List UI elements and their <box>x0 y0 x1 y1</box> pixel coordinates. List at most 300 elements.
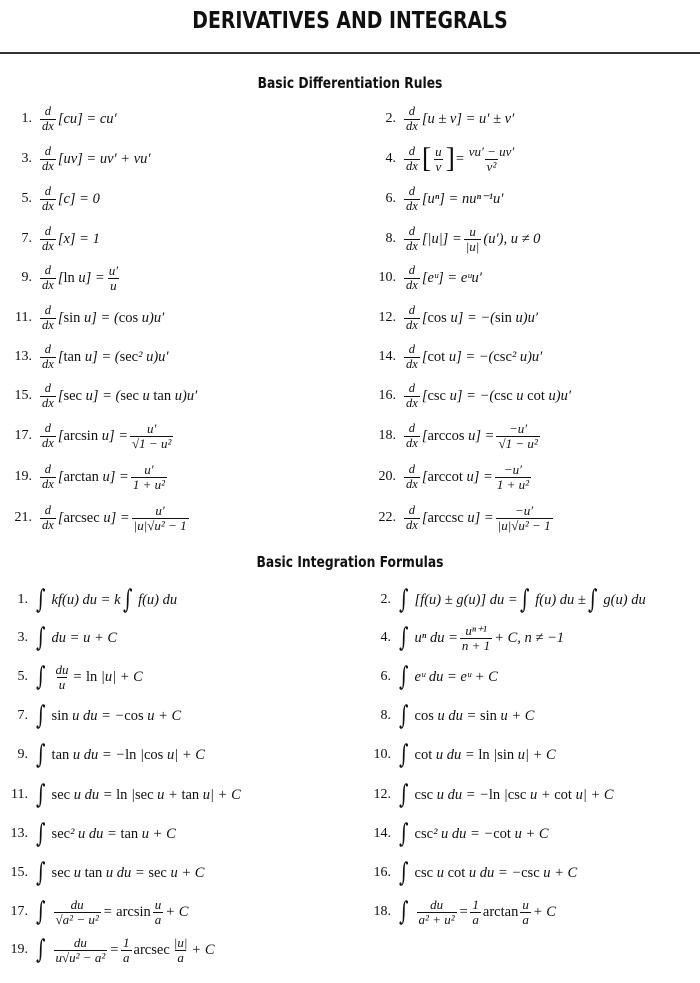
rule-number: 18. <box>378 428 396 443</box>
fraction-body <box>54 936 108 964</box>
denominator: dx <box>406 158 418 173</box>
fraction-body <box>54 663 71 691</box>
integration-formula-2 <box>367 581 646 619</box>
formula-text: cos u du = sin u + C <box>414 707 535 724</box>
denominator: u <box>58 676 66 692</box>
numerator: uⁿ⁺¹ <box>465 622 487 638</box>
formula-text: = <box>109 941 120 958</box>
integral-sign-icon: ∫ <box>122 585 133 615</box>
differentiation-rule-15 <box>8 377 197 415</box>
rule-number: 13. <box>14 349 32 364</box>
formula-number: 9. <box>17 747 28 762</box>
numerator: d <box>408 421 416 436</box>
formula-text: cot u du = ln |sin u| + C <box>414 746 556 763</box>
integration-formula-10 <box>367 736 556 774</box>
fraction-body <box>464 225 482 253</box>
derivative-operator <box>404 463 420 490</box>
fraction <box>494 422 541 450</box>
fraction-body <box>520 898 531 926</box>
fraction-body <box>121 936 132 964</box>
denominator: dx <box>406 395 418 410</box>
denominator: dx <box>42 356 54 371</box>
denominator: 1 + u² <box>132 476 165 492</box>
rule-number: 7. <box>21 231 32 246</box>
differentiation-rule-8 <box>372 220 540 258</box>
numerator: u′ <box>147 420 157 436</box>
numerator: d <box>44 462 52 477</box>
numerator: d <box>44 104 52 119</box>
rule-number: 20. <box>378 469 396 484</box>
rule-number: 15. <box>14 388 32 403</box>
formula-number: 16. <box>373 865 391 880</box>
formula-text: [u ± v] = u′ ± v′ <box>421 110 515 127</box>
rule-number: 22. <box>378 510 396 525</box>
denominator: u <box>110 277 117 293</box>
fraction-body <box>107 264 120 292</box>
integration-formula-11 <box>4 776 241 814</box>
formula-text: sec u tan u du = sec u + C <box>51 864 205 881</box>
rule-number: 5. <box>21 191 32 206</box>
fraction <box>493 463 533 491</box>
numerator: du <box>70 896 84 912</box>
derivative-operator <box>404 422 420 449</box>
integral-sign-icon: ∫ <box>36 701 46 731</box>
fraction-body <box>460 624 492 652</box>
derivative-operator <box>40 382 56 409</box>
differentiation-rule-3 <box>8 140 151 178</box>
denominator: √a² − u² <box>55 911 99 927</box>
differentiation-rule-20 <box>372 458 533 496</box>
numerator: u <box>154 896 162 912</box>
differentiation-rule-11 <box>8 299 164 337</box>
denominator: a <box>472 911 479 927</box>
formula-text: + C <box>191 941 215 958</box>
formula-text: f(u) du <box>138 591 178 608</box>
fraction-body <box>495 463 531 491</box>
numerator: d <box>44 421 52 436</box>
formula-text: [arccos u] = <box>421 427 495 444</box>
formula-text: [uⁿ] = nuⁿ⁻¹u′ <box>421 190 504 207</box>
page-title: DERIVATIVES AND INTEGRALS <box>192 8 508 34</box>
integral-sign-icon: ∫ <box>399 623 409 653</box>
rule-number: 12. <box>378 310 396 325</box>
denominator: dx <box>42 317 54 332</box>
rule-number: 9. <box>21 270 32 285</box>
numerator: d <box>44 503 52 518</box>
denominator: dx <box>406 277 418 292</box>
denominator: |u| <box>465 238 480 254</box>
integration-formula-3 <box>4 619 117 657</box>
fraction <box>52 936 110 964</box>
derivative-operator <box>40 422 56 449</box>
formula-text: sin u du = −cos u + C <box>51 707 182 724</box>
denominator: dx <box>406 476 418 491</box>
numerator: d <box>44 144 52 159</box>
integral-sign-icon: ∫ <box>36 662 46 692</box>
formula-text: sec² u du = tan u + C <box>51 825 176 842</box>
fraction-body <box>470 898 481 926</box>
numerator: u′ <box>108 262 119 278</box>
fraction <box>415 898 459 926</box>
fraction <box>465 145 519 173</box>
formula-text: = arcsin <box>102 903 151 920</box>
rule-number: 2. <box>385 111 396 126</box>
denominator: dx <box>42 395 54 410</box>
denominator: u√u² − a² <box>55 949 106 965</box>
numerator: u′ <box>144 461 154 477</box>
formula-number: 8. <box>380 708 391 723</box>
numerator: 1 <box>123 934 130 950</box>
derivative-operator <box>404 105 420 132</box>
numerator: −u′ <box>509 420 528 436</box>
integral-sign-icon: ∫ <box>399 897 409 927</box>
differentiation-rule-10 <box>372 259 482 297</box>
numerator: d <box>44 224 52 239</box>
formula-text: csc u du = −ln |csc u + cot u| + C <box>414 786 614 803</box>
formula-text: csc u cot u du = −csc u + C <box>414 864 578 881</box>
numerator: d <box>44 303 52 318</box>
rule-number: 8. <box>385 231 396 246</box>
derivative-operator <box>40 504 56 531</box>
differentiation-rule-4 <box>372 140 518 178</box>
right-bracket: ] <box>445 143 455 174</box>
formula-text: csc² u du = −cot u + C <box>414 825 549 842</box>
formula-number: 1. <box>17 592 28 607</box>
formula-text: arctan <box>482 903 519 920</box>
formula-text: [cos u] = −(sin u)u′ <box>421 309 539 326</box>
derivative-operator <box>404 304 420 331</box>
formula-number: 12. <box>373 787 391 802</box>
integral-sign-icon: ∫ <box>36 935 46 965</box>
denominator: |u|√u² − 1 <box>133 517 187 533</box>
formula-text: g(u) du <box>603 591 646 608</box>
rule-number: 11. <box>15 310 32 325</box>
derivative-operator <box>404 145 420 172</box>
integral-sign-icon: ∫ <box>36 623 46 653</box>
formula-text: + C, n ≠ −1 <box>494 629 565 646</box>
integration-formula-8 <box>367 697 534 735</box>
formula-text: [csc u] = −(csc u cot u)u′ <box>421 387 572 404</box>
denominator: dx <box>42 476 54 491</box>
numerator: u <box>435 143 442 159</box>
fraction-body <box>54 898 101 926</box>
numerator: d <box>408 224 416 239</box>
formula-text: = <box>458 903 469 920</box>
differentiation-rule-19 <box>8 458 169 496</box>
fraction <box>462 225 484 253</box>
numerator: d <box>408 381 416 396</box>
formula-text: [arcsin u] = <box>57 427 129 444</box>
formula-number: 19. <box>10 942 28 957</box>
integration-formula-13 <box>4 815 176 853</box>
derivative-operator <box>40 145 56 172</box>
formula-text: [sec u] = (sec u tan u)u′ <box>57 387 198 404</box>
fraction-body <box>467 145 517 173</box>
rule-number: 21. <box>14 510 32 525</box>
differentiation-rule-5 <box>8 180 100 218</box>
title-divider <box>0 52 700 54</box>
denominator: dx <box>42 435 54 450</box>
formula-text: (u′), u ≠ 0 <box>483 230 541 247</box>
derivative-operator <box>404 185 420 212</box>
formula-text: [x] = 1 <box>57 230 100 247</box>
formula-number: 7. <box>17 708 28 723</box>
integration-formula-12 <box>367 776 614 814</box>
integral-sign-icon: ∫ <box>399 701 409 731</box>
fraction-body <box>496 422 539 450</box>
numerator: −u′ <box>503 461 522 477</box>
denominator: a² + u² <box>418 911 455 927</box>
differentiation-rule-2 <box>372 100 514 138</box>
fraction <box>52 898 103 926</box>
integral-sign-icon: ∫ <box>399 585 409 615</box>
formula-text: [sin u] = (cos u)u′ <box>57 309 165 326</box>
denominator: dx <box>406 238 418 253</box>
denominator: dx <box>406 317 418 332</box>
formula-text: = <box>454 150 465 167</box>
numerator: d <box>408 503 416 518</box>
fraction-body <box>132 504 189 532</box>
formula-text: [arccsc u] = <box>421 509 494 526</box>
numerator: u <box>469 223 476 239</box>
numerator: d <box>408 104 416 119</box>
fraction <box>128 422 175 450</box>
derivative-operator <box>40 264 56 291</box>
numerator: vu′ − uv′ <box>468 143 515 159</box>
fraction <box>52 663 73 691</box>
fraction <box>518 898 533 926</box>
denominator: n + 1 <box>461 637 491 653</box>
formula-number: 10. <box>373 747 391 762</box>
integration-formula-15 <box>4 854 204 892</box>
fraction-body <box>130 422 173 450</box>
integration-formula-7 <box>4 697 181 735</box>
fraction <box>129 463 169 491</box>
derivative-operator <box>404 343 420 370</box>
formula-number: 18. <box>373 904 391 919</box>
formula-number: 2. <box>380 592 391 607</box>
denominator: √1 − u² <box>132 435 172 451</box>
differentiation-heading: Basic Differentiation Rules <box>257 74 443 92</box>
numerator: d <box>44 381 52 396</box>
numerator: d <box>44 342 52 357</box>
formula-number: 15. <box>10 865 28 880</box>
integral-sign-icon: ∫ <box>399 858 409 888</box>
denominator: a <box>123 949 130 965</box>
integration-formula-4 <box>367 619 564 657</box>
derivative-operator <box>404 382 420 409</box>
numerator: du <box>430 896 444 912</box>
integral-sign-icon: ∫ <box>36 740 46 770</box>
formula-text: tan u du = −ln |cos u| + C <box>51 746 205 763</box>
numerator: |u| <box>173 934 188 950</box>
denominator: dx <box>406 435 418 450</box>
integral-sign-icon: ∫ <box>399 662 409 692</box>
formula-text: [arccot u] = <box>421 468 493 485</box>
rule-number: 1. <box>21 111 32 126</box>
derivative-operator <box>40 185 56 212</box>
integration-formula-6 <box>367 658 498 696</box>
integration-formula-5 <box>4 658 143 696</box>
differentiation-rule-9 <box>8 259 122 297</box>
integration-formula-1 <box>4 581 177 619</box>
denominator: dx <box>42 198 54 213</box>
derivative-operator <box>404 504 420 531</box>
formula-text: kf(u) du = k <box>51 591 121 608</box>
integration-formula-9 <box>4 736 205 774</box>
differentiation-rule-13 <box>8 338 169 376</box>
numerator: 1 <box>472 896 479 912</box>
derivative-operator <box>40 105 56 132</box>
integral-sign-icon: ∫ <box>399 780 409 810</box>
numerator: du <box>73 934 87 950</box>
formula-number: 13. <box>10 826 28 841</box>
formula-text: [f(u) ± g(u)] du = <box>414 591 518 608</box>
fraction <box>119 936 134 964</box>
numerator: d <box>408 303 416 318</box>
formula-text: [cot u] = −(csc² u)u′ <box>421 348 543 365</box>
denominator: a <box>154 911 162 927</box>
derivative-operator <box>404 225 420 252</box>
differentiation-rule-16 <box>372 377 571 415</box>
numerator: d <box>44 184 52 199</box>
formula-text: uⁿ du = <box>414 629 458 646</box>
formula-number: 4. <box>380 630 391 645</box>
fraction <box>105 264 122 292</box>
formula-number: 3. <box>17 630 28 645</box>
denominator: dx <box>406 118 418 133</box>
numerator: d <box>44 263 52 278</box>
denominator: √1 − u² <box>498 435 538 451</box>
denominator: v² <box>486 158 497 174</box>
formula-text: eᵘ du = eᵘ + C <box>414 668 498 685</box>
differentiation-rule-7 <box>8 220 100 258</box>
formula-number: 11. <box>11 787 28 802</box>
denominator: dx <box>42 277 54 292</box>
formula-text: du = u + C <box>51 629 118 646</box>
numerator: d <box>408 184 416 199</box>
fraction <box>458 624 494 652</box>
left-bracket: [ <box>421 143 432 174</box>
formula-text: sec u du = ln |sec u + tan u| + C <box>51 786 241 803</box>
numerator: u <box>522 896 529 912</box>
integral-sign-icon: ∫ <box>36 585 46 615</box>
denominator: a <box>177 949 184 965</box>
denominator: |u|√u² − 1 <box>497 517 551 533</box>
denominator: dx <box>406 356 418 371</box>
rule-number: 17. <box>14 428 32 443</box>
fraction <box>130 504 191 532</box>
formula-text: [arctan u] = <box>57 468 129 485</box>
derivative-operator <box>40 343 56 370</box>
numerator: d <box>408 144 416 159</box>
integral-sign-icon: ∫ <box>36 819 46 849</box>
bracketed-fraction <box>422 145 455 173</box>
rule-number: 3. <box>21 151 32 166</box>
integral-sign-icon: ∫ <box>519 585 530 615</box>
numerator: du <box>55 661 69 677</box>
formula-text: arcsec <box>133 941 170 958</box>
formula-text: f(u) du ± <box>535 591 586 608</box>
formula-text: [tan u] = (sec² u)u′ <box>57 348 169 365</box>
fraction <box>468 898 483 926</box>
formula-number: 6. <box>380 669 391 684</box>
derivative-operator <box>40 225 56 252</box>
differentiation-rule-22 <box>372 499 555 537</box>
integral-sign-icon: ∫ <box>36 897 46 927</box>
denominator: a <box>522 911 529 927</box>
denominator: dx <box>42 118 54 133</box>
numerator: d <box>408 462 416 477</box>
differentiation-rule-17 <box>8 417 175 455</box>
derivative-operator <box>404 264 420 291</box>
fraction-body <box>172 936 190 964</box>
numerator: d <box>408 263 416 278</box>
fraction-body <box>496 504 553 532</box>
fraction-body <box>153 898 164 926</box>
integral-sign-icon: ∫ <box>36 780 46 810</box>
differentiation-rule-21 <box>8 499 191 537</box>
integration-formula-19 <box>4 931 215 969</box>
denominator: dx <box>42 238 54 253</box>
numerator: u′ <box>155 502 165 518</box>
denominator: v <box>435 158 442 174</box>
integration-formula-14 <box>367 815 549 853</box>
differentiation-rule-18 <box>372 417 542 455</box>
formula-text: [|u|] = <box>421 230 462 247</box>
differentiation-rule-14 <box>372 338 542 376</box>
denominator: 1 + u² <box>496 476 529 492</box>
formula-text: [ln u] = <box>57 269 105 286</box>
formula-text: [arcsec u] = <box>57 509 130 526</box>
rule-number: 14. <box>378 349 396 364</box>
denominator: dx <box>42 517 54 532</box>
formula-text: = ln |u| + C <box>72 668 143 685</box>
formula-text: + C <box>165 903 189 920</box>
integral-sign-icon: ∫ <box>36 858 46 888</box>
numerator: −u′ <box>515 502 534 518</box>
formula-number: 14. <box>373 826 391 841</box>
denominator: dx <box>406 517 418 532</box>
formula-text: [uv] = uv′ + vu′ <box>57 150 151 167</box>
integral-sign-icon: ∫ <box>399 819 409 849</box>
integration-formula-17 <box>4 893 188 931</box>
integration-formula-16 <box>367 854 577 892</box>
fraction-body <box>131 463 167 491</box>
fraction-body <box>417 898 457 926</box>
fraction <box>170 936 192 964</box>
denominator: dx <box>42 158 54 173</box>
derivative-operator <box>40 463 56 490</box>
fraction-body <box>433 145 444 173</box>
formula-text: [c] = 0 <box>57 190 100 207</box>
differentiation-rule-1 <box>8 100 117 138</box>
denominator: dx <box>406 198 418 213</box>
formula-text: [cu] = cu′ <box>57 110 117 127</box>
fraction <box>151 898 166 926</box>
fraction <box>494 504 555 532</box>
rule-number: 4. <box>385 151 396 166</box>
rule-number: 16. <box>378 388 396 403</box>
formula-text: + C <box>532 903 556 920</box>
rule-number: 19. <box>14 469 32 484</box>
integral-sign-icon: ∫ <box>399 740 409 770</box>
rule-number: 10. <box>378 270 396 285</box>
numerator: d <box>408 342 416 357</box>
integration-heading: Basic Integration Formulas <box>256 553 444 571</box>
derivative-operator <box>40 304 56 331</box>
rule-number: 6. <box>385 191 396 206</box>
